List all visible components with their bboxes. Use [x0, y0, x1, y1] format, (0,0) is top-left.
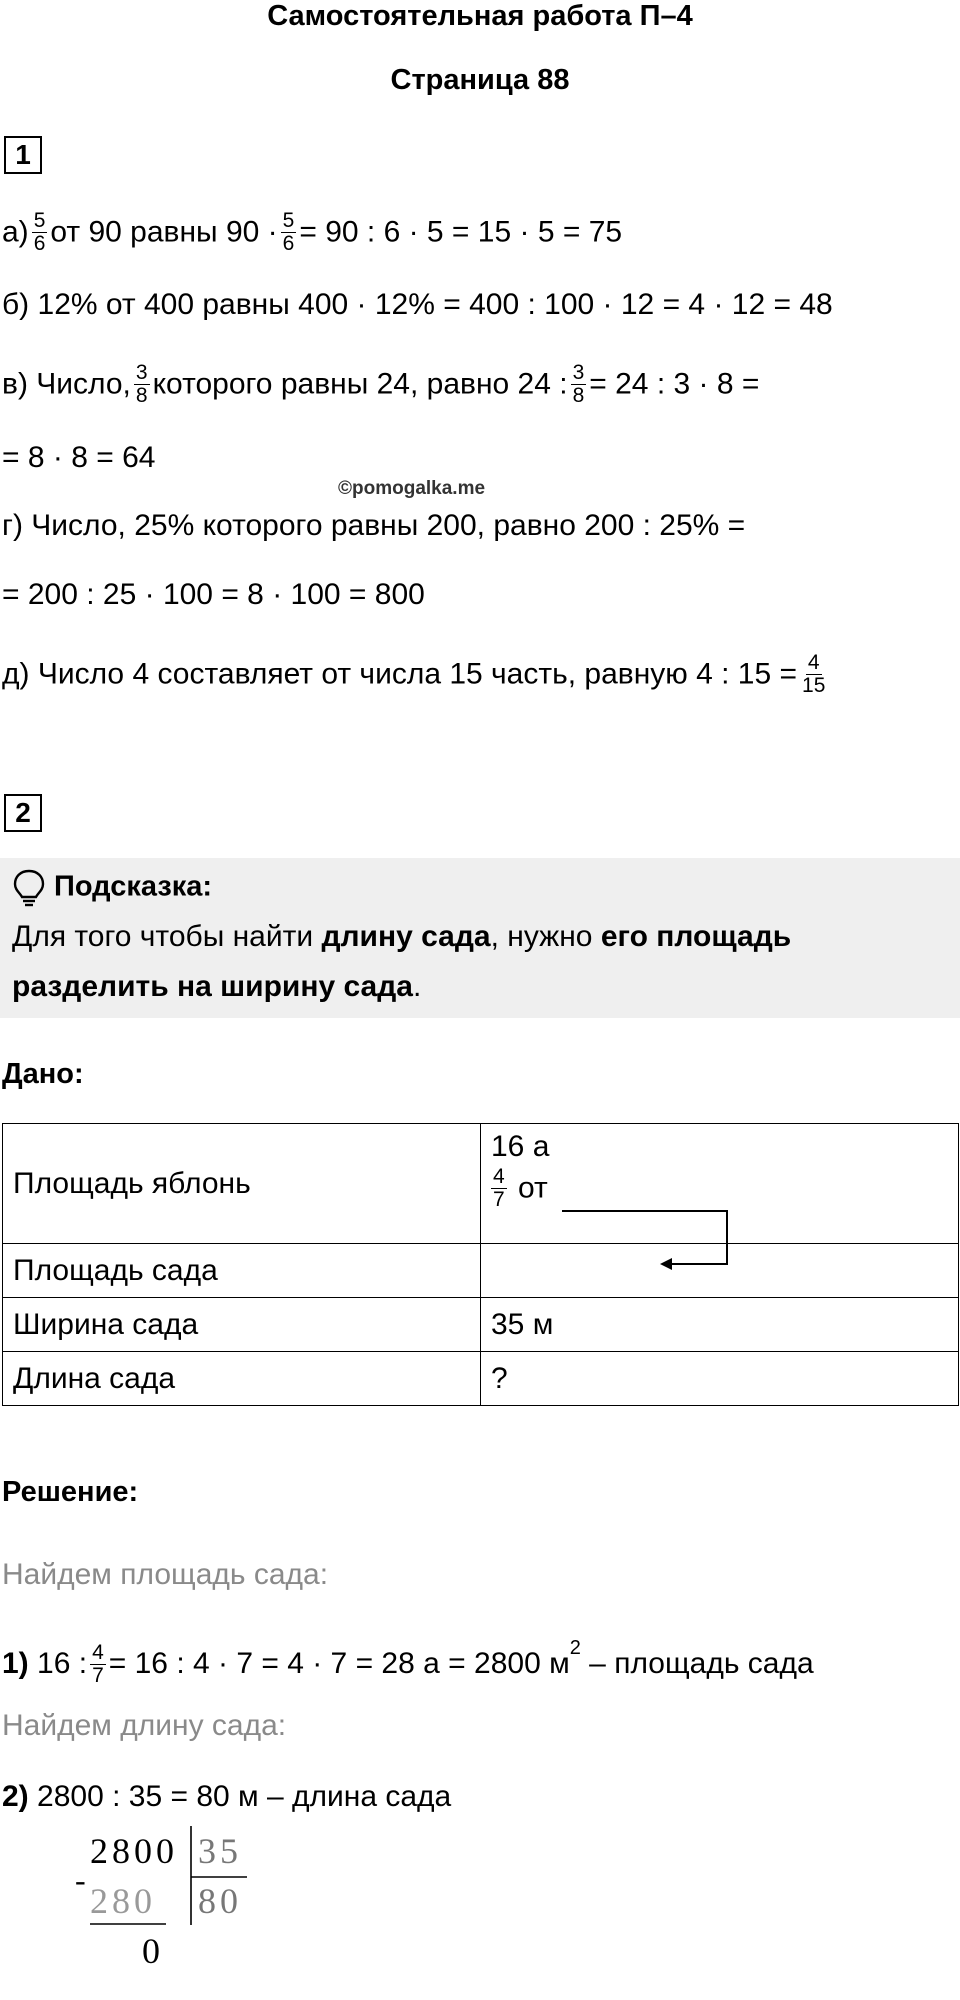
- table-cell-value: 35 м: [481, 1298, 959, 1352]
- task1-line-g: г) Число, 25% которого равны 200, равно 200 : 25% =: [2, 509, 746, 542]
- fraction: $\frac{3}{8}$: [572, 361, 585, 408]
- table-cell-value: ?: [481, 1352, 959, 1406]
- fraction: $\frac{4}{15}$: [802, 651, 826, 698]
- task1-line-d: д) Число 4 составляет от числа 15 часть, равную 4 : 15 = $\frac{4}{15}$: [2, 651, 826, 698]
- step1-heading: Найдем площадь сада:: [2, 1558, 329, 1591]
- division-divisor: 35: [198, 1831, 242, 1871]
- step1-line: 1) 16 : $\frac{4}{7}$ = 16 : 4 · 7 = 4 · 7 = 28 а = 2800 $м^2$ – площадь сада: [2, 1637, 814, 1687]
- division-quotient: 80: [198, 1881, 242, 1921]
- task-number-2: 2: [4, 794, 42, 832]
- table-cell-value: 16 а $\frac{4}{7}$ от: [481, 1124, 959, 1244]
- hint-text-line2: разделить на ширину сада.: [12, 970, 422, 1003]
- table-cell-label: Площадь сада: [3, 1244, 481, 1298]
- table-cell-label: Площадь яблонь: [3, 1124, 481, 1244]
- step2-line: 2) 2800 : 35 = 80 м – длина сада: [2, 1780, 452, 1814]
- watermark: ©pomogalka.me: [338, 478, 486, 499]
- step2-heading: Найдем длину сада:: [2, 1709, 287, 1742]
- task1-line-v2: = 8 · 8 = 64: [2, 441, 156, 474]
- page-title: Самостоятельная работа П–4: [267, 0, 693, 32]
- fraction: $\frac{4}{7}$: [493, 1165, 505, 1212]
- solution-label: Решение:: [2, 1476, 139, 1508]
- fraction: $\frac{4}{7}$: [92, 1640, 104, 1687]
- hint-text-line1: Для того чтобы найти длину сада, нужно его площадь: [12, 920, 792, 953]
- division-minus: -: [75, 1862, 90, 1898]
- task-number-1: 1: [4, 136, 42, 174]
- table-cell-label: Ширина сада: [3, 1298, 481, 1352]
- given-label: Дано:: [2, 1058, 84, 1090]
- task1-line-b: б) 12% от 400 равны 400 · 12% = 400 : 100 · 12 = 4 · 12 = 48: [2, 288, 833, 321]
- division-dividend: 2800: [90, 1831, 178, 1871]
- division-subtract: 280: [90, 1881, 156, 1921]
- page-subtitle: Страница 88: [390, 64, 570, 96]
- fraction: $\frac{5}{6}$: [282, 209, 295, 256]
- fraction: $\frac{5}{6}$: [33, 209, 46, 256]
- hint-title: Подсказка:: [12, 868, 212, 908]
- task1-line-v: в) Число, $\frac{3}{8}$ которого равны 24, равно 24 : $\frac{3}{8}$ = 24 : 3 · 8 =: [2, 361, 760, 408]
- division-remainder: 0: [142, 1931, 164, 1971]
- table-cell-label: Длина сада: [3, 1352, 481, 1406]
- task1-line-g2: = 200 : 25 · 100 = 8 · 100 = 800: [2, 578, 425, 611]
- task1-line-a: а) $\frac{5}{6}$ от 90 равны 90 · $\frac{5}{6}$ = 90 : 6 · 5 = 15 · 5 = 75: [2, 209, 623, 256]
- fraction: $\frac{3}{8}$: [135, 361, 148, 408]
